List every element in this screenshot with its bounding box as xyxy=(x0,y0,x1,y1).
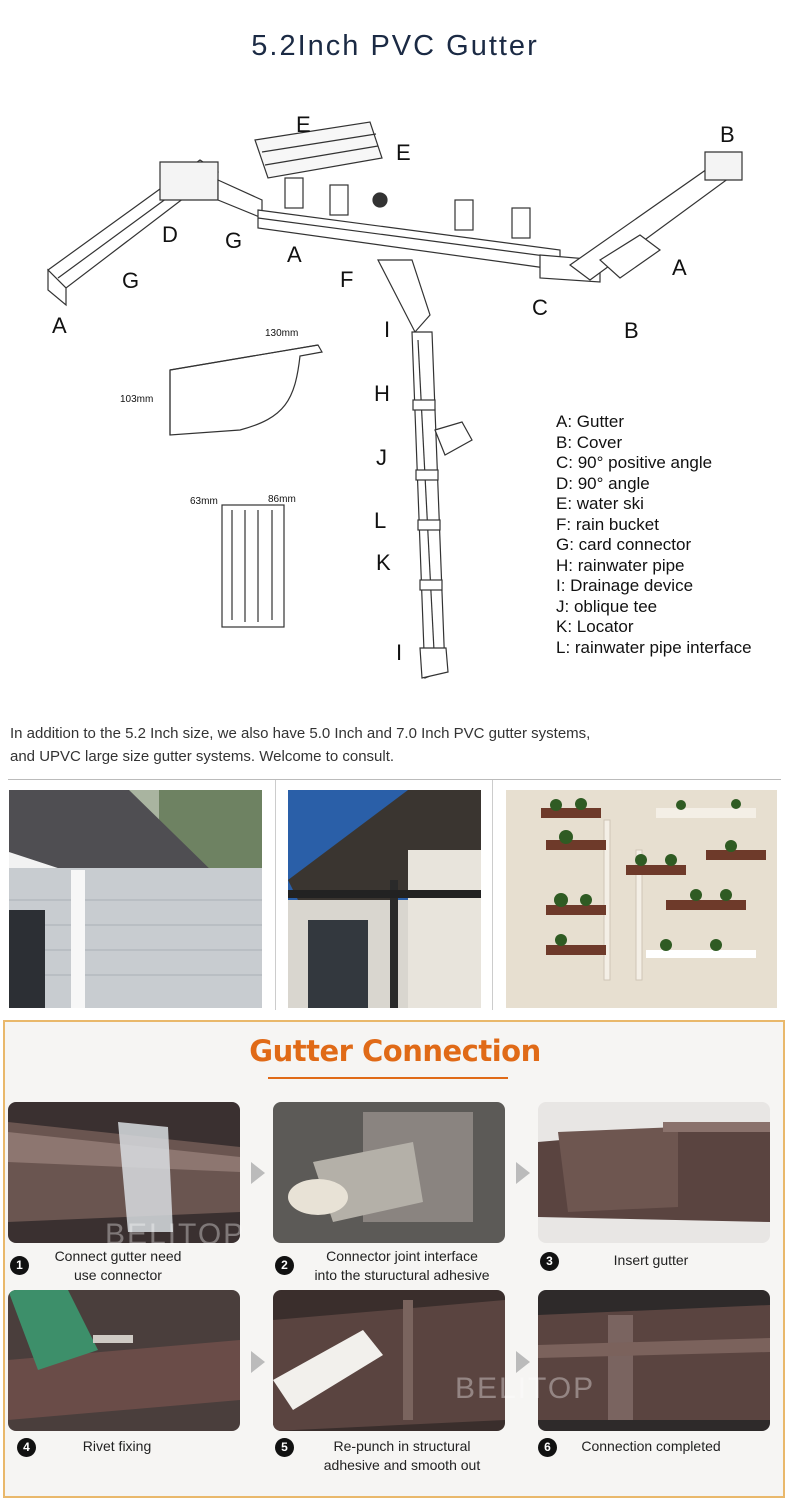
watermark: BELITOP xyxy=(105,1218,246,1251)
house-dark-gutter-photo xyxy=(288,790,481,1008)
callout-d: D xyxy=(162,222,178,247)
wall-planter-photo xyxy=(506,790,777,1008)
step-caption-line: use connector xyxy=(74,1267,162,1283)
legend-item: D: 90° angle xyxy=(556,473,650,493)
legend-item: B: Cover xyxy=(556,432,623,452)
intro-line-2: and UPVC large size gutter systems. Welcome to consult. xyxy=(10,748,395,765)
step-number: 2 xyxy=(275,1256,294,1275)
legend-item: H: rainwater pipe xyxy=(556,555,685,575)
step-caption-line: Connector joint interface xyxy=(326,1248,478,1264)
intro-text xyxy=(10,722,780,768)
callout-g-left: G xyxy=(225,228,243,253)
page-title: 5.2Inch PVC Gutter xyxy=(251,30,539,62)
legend-item: E: water ski xyxy=(556,494,644,513)
callout-l: L xyxy=(374,508,387,533)
step-caption-line: into the stuructural adhesive xyxy=(314,1267,490,1283)
step-6-caption xyxy=(551,1437,751,1456)
callout-c: B xyxy=(624,318,639,343)
legend-item: A: Gutter xyxy=(556,412,625,431)
step-number: 1 xyxy=(10,1256,29,1275)
callout-j: J xyxy=(376,445,387,470)
legend-item: I: Drainage device xyxy=(556,576,694,595)
step-number: 3 xyxy=(540,1252,559,1271)
step-1-caption xyxy=(18,1247,218,1285)
step-caption-line: Insert gutter xyxy=(613,1252,689,1268)
step-2-image xyxy=(273,1102,505,1243)
dim-gutter-width: 130mm xyxy=(265,328,299,339)
chevron-right-icon xyxy=(514,1162,530,1184)
callout-i-top: I xyxy=(384,317,391,342)
callout-e-1: E xyxy=(296,112,311,137)
legend-item: F: rain bucket xyxy=(556,514,659,534)
step-6-image xyxy=(538,1290,770,1431)
connection-title-underline xyxy=(268,1077,508,1079)
step-number: 4 xyxy=(17,1438,36,1457)
callout-h: H xyxy=(374,381,390,406)
chevron-right-icon xyxy=(249,1162,265,1184)
callout-e-2: E xyxy=(396,140,411,165)
photo-separator xyxy=(275,780,276,1010)
dim-pipe-width: 86mm xyxy=(268,494,296,505)
callout-b-left: A xyxy=(52,313,67,338)
legend-item: C: 90° positive angle xyxy=(556,453,713,472)
dim-gutter-height: 103mm xyxy=(120,394,154,405)
step-caption-line: Connection completed xyxy=(581,1438,721,1454)
parts-legend xyxy=(556,412,752,658)
dim-pipe-depth: 63mm xyxy=(190,496,218,507)
step-caption-line: adhesive and smooth out xyxy=(323,1457,481,1473)
connection-title: Gutter Connection xyxy=(249,1034,541,1068)
house-white-gutter-photo xyxy=(9,790,262,1008)
step-5-caption xyxy=(302,1437,502,1475)
step-number: 6 xyxy=(538,1438,557,1457)
step-2-caption xyxy=(302,1247,502,1285)
step-number: 5 xyxy=(275,1438,294,1457)
watermark: BELITOP xyxy=(455,1372,596,1405)
legend-item: G: card connector xyxy=(556,535,692,554)
callout-i-bottom: I xyxy=(396,640,403,665)
legend-item: K: Locator xyxy=(556,617,634,636)
callout-g-right: C xyxy=(532,295,548,320)
legend-item: L: rainwater pipe interface xyxy=(556,637,752,657)
callout-b-right: B xyxy=(720,122,735,147)
step-3-caption xyxy=(551,1251,751,1270)
photo-separator xyxy=(492,780,493,1010)
step-4-caption xyxy=(17,1437,217,1456)
callout-k: K xyxy=(376,550,391,575)
step-caption-line: Rivet fixing xyxy=(82,1438,152,1454)
callout-a-left: G xyxy=(122,268,140,293)
step-4-image xyxy=(8,1290,240,1431)
step-caption-line: Re-punch in structural xyxy=(333,1438,471,1454)
step-3-image xyxy=(538,1102,770,1243)
callout-a-center: A xyxy=(287,242,302,267)
step-5-image xyxy=(273,1290,505,1431)
chevron-right-icon xyxy=(514,1351,530,1373)
chevron-right-icon xyxy=(249,1351,265,1373)
divider xyxy=(8,779,781,780)
callout-a-right: A xyxy=(672,255,687,280)
intro-line-1: In addition to the 5.2 Inch size, we also have 5.0 Inch and 7.0 Inch PVC gutter systems, xyxy=(10,725,591,742)
callout-f: F xyxy=(340,267,354,292)
step-caption-line: Connect gutter need xyxy=(54,1248,182,1264)
legend-item: J: oblique tee xyxy=(556,596,658,616)
